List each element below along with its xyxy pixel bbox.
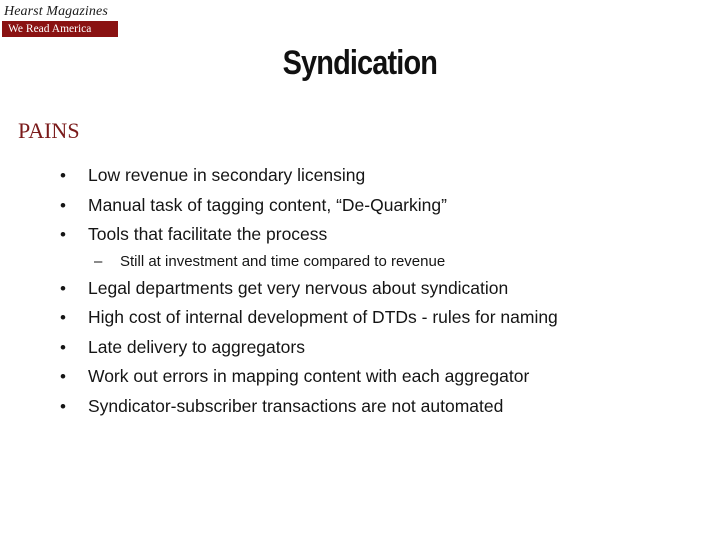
bullet-item: [60, 362, 558, 392]
bullet-marker: •: [60, 367, 66, 386]
sub-bullet-item: [60, 250, 558, 274]
slide-title: Syndication: [282, 44, 438, 82]
bullet-list: [60, 161, 558, 421]
bullet-marker: •: [60, 396, 66, 416]
bullet-text: Work out errors in mapping content with each aggregator: [88, 366, 530, 386]
sub-bullet-marker: –: [94, 252, 103, 270]
section-heading: PAINS: [18, 118, 80, 143]
brand-tagline: We Read America: [2, 21, 118, 37]
bullet-item: [60, 274, 558, 304]
bullet-item: [60, 191, 558, 221]
bullet-item: [60, 220, 558, 250]
bullet-text: Tools that facilitate the process: [88, 224, 328, 244]
bullet-marker: •: [60, 308, 66, 327]
bullet-text: Manual task of tagging content, “De-Quarking”: [88, 194, 447, 215]
bullet-text: Legal departments get very nervous about syndication: [88, 277, 509, 298]
bullet-marker: •: [60, 166, 66, 185]
brand-name: Hearst Magazines: [4, 4, 108, 19]
bullet-marker: •: [60, 278, 66, 298]
bullet-item: [60, 303, 558, 333]
bullet-item: [60, 333, 558, 363]
bullet-marker: •: [60, 337, 66, 357]
bullet-item: [60, 161, 558, 191]
bullet-marker: •: [60, 195, 66, 215]
sub-bullet-text: Still at investment and time compared to revenue: [120, 252, 446, 270]
bullet-marker: •: [60, 225, 66, 244]
bullet-item: [60, 392, 558, 422]
bullet-text: Low revenue in secondary licensing: [88, 165, 366, 185]
bullet-text: Late delivery to aggregators: [88, 336, 305, 357]
bullet-text: High cost of internal development of DTDs - rules for naming: [88, 307, 558, 327]
bullet-text: Syndicator-subscriber transactions are not automated: [88, 395, 504, 416]
